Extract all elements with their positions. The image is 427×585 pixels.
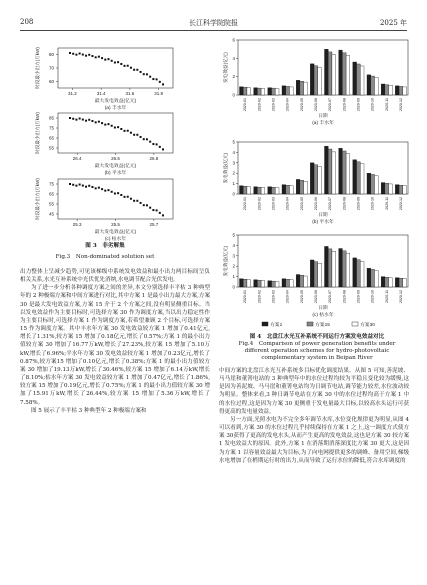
y-tick-label: 65 [48, 135, 54, 141]
benefit-bar [357, 64, 361, 95]
y-tick-label: 6 [232, 37, 235, 43]
benefit-bar [325, 49, 329, 95]
date-tick-label: 2020-12 [398, 290, 403, 304]
y-tick-label: 2 [232, 170, 235, 176]
y-tick-label: 55 [48, 145, 54, 151]
fig4-caption-en-3: complementary system in Beipan River [261, 355, 373, 361]
paragraph: 另一方面,光照水电为不完全多年调节水库,水位变化规律更为明显,从图 4 可以看到,方案 30 的水位过程几乎持续保持在方案 1 之上,这一调度方式使方案 30获得了更高的发电水头,从而产生更高的发电效益,这也是方案 30 较方案 1 发电效益大的原因。此外,方案 1 在消落期消落深度比方案 30 更大,这是因为方案 1 以容量效益最大为目标,为了向电网提供更多的调峰、备用空间,梯级水电增加了在梢期运行时的出力,从而导致了运行水位的降低,符合水库调度的 [219, 416, 409, 464]
y-tick-label: 4 [232, 55, 235, 61]
benefit-bar [385, 183, 389, 194]
benefit-bar [310, 260, 314, 287]
benefit-bar [247, 88, 251, 95]
date-tick-label: 2020-11 [384, 290, 389, 303]
benefit-bar [399, 86, 403, 95]
date-tick-label: 2020-08 [342, 98, 347, 112]
year: 2025 年 [379, 19, 407, 27]
benefit-bar [289, 280, 293, 287]
benefit-bar [240, 87, 244, 95]
y-tick-label: 80 [48, 52, 54, 58]
date-tick-label: 2020-12 [398, 197, 403, 211]
benefit-bar [296, 80, 300, 95]
date-tick-label: 2020-05 [299, 290, 304, 304]
y-tick-label: 55 [48, 201, 54, 207]
y-tick-label: 75 [48, 181, 54, 187]
benefit-bar [304, 181, 308, 194]
y-tick-label: 3 [232, 253, 235, 259]
benefit-bar [360, 164, 364, 194]
benefit-bar [300, 180, 304, 194]
benefit-bar [275, 89, 279, 95]
benefit-bar [374, 271, 378, 287]
y-tick-label: 4 [232, 242, 235, 248]
benefit-bar [328, 249, 332, 287]
benefit-bar [268, 187, 272, 194]
y-tick-label: 45 [48, 211, 54, 217]
benefit-bar [243, 279, 247, 287]
benefit-bar [304, 82, 308, 95]
benefit-bar [381, 84, 385, 95]
fig4-caption [222, 334, 412, 362]
y-tick-label: 75 [48, 125, 54, 131]
benefit-bar [342, 53, 346, 95]
date-tick-label: 2020-07 [328, 98, 333, 112]
benefit-bar [286, 279, 290, 287]
date-tick-label: 2020-05 [299, 98, 304, 112]
date-tick-label: 2020-01 [243, 290, 248, 304]
benefit-bar [371, 269, 375, 287]
benefit-bar [353, 62, 357, 95]
date-tick-label: 2020-06 [313, 197, 318, 211]
benefit-bar [289, 186, 293, 194]
benefit-bar [257, 187, 261, 194]
x-tick-label: 26.8 [149, 156, 159, 161]
y-axis-label: 发电效益(亿元) [223, 52, 228, 83]
date-tick-label: 2020-01 [243, 196, 248, 211]
benefit-bar [247, 187, 251, 194]
benefit-bar [286, 86, 290, 95]
benefit-bar [325, 246, 329, 287]
y-axis-label: 时段最小出力(万kW) [35, 112, 40, 154]
date-tick-label: 2020-10 [370, 98, 375, 112]
benefit-bar [314, 262, 318, 287]
fig4-caption-en-2: different operation schemes for hydro-photovoltaic [244, 348, 390, 354]
benefit-bar [367, 268, 371, 287]
y-tick-label: 1 [232, 181, 235, 187]
date-tick-label: 2020-03 [271, 290, 276, 304]
benefit-bar [272, 187, 276, 194]
benefit-bar [360, 66, 364, 95]
benefit-bar [282, 86, 286, 95]
paragraph: 为了进一步分析各种调度方案之间的差异,本文分别选择丰平枯 3 种典型年的 2 种极端方案和中间方案进行对比,其中方案 1 是最小出力最大方案,方案 30 是最大发电效益方案,方案 15 介于 2 个方案之间,没有明显侧重目标。当以发电效益作为主要目标时,可选择方案 30 作为调度方案,当以出力稳定性作为主要目标时,可选择方案 1 作为调度方案,若希望兼顾 2 个目标,可选择方案 15 作为调度方案。其中丰水年方案 30 发电效益较方案 1 增加了0.41亿元,增长了1.31%,较方案 15 增加了0.18亿元,增长了0.57%;方案 1 的最小出力值较方案 30 增加了16.77万kW,增长了27.23%,较方案 15 增加了5.10万kW,增长了6.96%;平水年方案 30 发电效益较方案 1 增加了0.23亿元,增长了0.87%,较方案15 增加了0.10亿元,增长了0.38%;方案 1 的最小出力值较方案 30 增加了19.13万kW,增长了30.46%,较方案 15 增加了6.14万kW,增长了8.10%;枯水年方案 30 发电效益较方案 1 增加了0.47亿元,增长了1.86%,较方案 15 增加了0.19亿元,增长了0.75%;方案 1 的最小出力值较方案 30 增加了15.91万kW,增长了26.44%,较方案 15 增加了5.36万kW,增长了7.58%。 [20, 285, 210, 406]
legend-swatch [352, 322, 358, 326]
benefit-bar [300, 275, 304, 287]
benefit-bar [346, 154, 350, 194]
benefit-bar [403, 279, 407, 287]
benefit-bar [272, 281, 276, 287]
benefit-bar [389, 85, 393, 95]
benefit-bar [399, 278, 403, 287]
benefit-bar [296, 179, 300, 194]
x-axis-label: 日期 [318, 212, 328, 217]
benefit-bar [395, 86, 399, 95]
benefit-bar [318, 68, 322, 95]
legend-label: 方案15 [315, 322, 330, 328]
benefit-bar [328, 52, 332, 95]
fig3-caption-cn: 图 3 非劣解集 [85, 243, 125, 249]
benefit-bar [371, 76, 375, 95]
x-axis-label: 最大发电效益(亿元) [94, 230, 137, 235]
benefit-bar [275, 188, 279, 194]
benefit-bar [243, 87, 247, 95]
date-tick-label: 2020-03 [271, 98, 276, 112]
x-axis-label: 最大发电效益(亿元) [94, 164, 137, 169]
panel-label: (a) 丰水年 [104, 106, 127, 111]
benefit-bar [403, 186, 407, 194]
y-axis-label: 发电效益(亿元) [223, 152, 228, 184]
benefit-bar [275, 282, 279, 287]
y-axis-label: 时段最小出力(万kW) [35, 178, 40, 220]
legend-swatch [262, 322, 268, 326]
benefit-bar [310, 163, 314, 194]
benefit-bar [339, 148, 343, 194]
benefit-bar [254, 187, 258, 194]
benefit-bar [346, 253, 350, 287]
benefit-bar [310, 64, 314, 95]
benefit-bar [261, 89, 265, 95]
date-tick-label: 2020-08 [342, 197, 347, 211]
benefit-bar [304, 276, 308, 287]
benefit-bar [353, 160, 357, 194]
y-tick-label: 65 [48, 191, 54, 197]
date-tick-label: 2020-10 [370, 290, 375, 304]
benefit-bar [261, 188, 265, 194]
panel-label: (c) 枯水年 [104, 237, 127, 242]
benefit-bar [282, 185, 286, 194]
x-tick-label: 25.3 [72, 222, 82, 227]
fig4-caption-cn: 图 4 北盘江水光互补系统不同运行方案发电效益对比 [249, 334, 385, 340]
benefit-bar [286, 185, 290, 194]
y-tick-label: 2 [232, 263, 235, 269]
date-tick-label: 2020-01 [243, 97, 248, 112]
benefit-bar [342, 151, 346, 194]
x-tick-label: 31.2 [67, 91, 77, 96]
date-tick-label: 2020-04 [285, 98, 290, 112]
y-axis-label: 发电效益(亿元) [223, 245, 228, 277]
date-tick-label: 2020-05 [299, 197, 304, 211]
benefit-bar [385, 277, 389, 287]
panel-label: (c) 枯水年 [312, 313, 334, 318]
fig4-panels [222, 38, 408, 328]
benefit-bar [240, 279, 244, 287]
fig3-caption-en: Fig.3 Non-dominated solution set [55, 254, 155, 260]
x-tick-label: 31.8 [154, 91, 164, 96]
right-column-text [219, 367, 409, 465]
paragraph: 图 5 展示了丰平枯 3 种典型年 2 种极端方案和 [31, 407, 147, 414]
benefit-bar [395, 278, 399, 287]
date-tick-label: 2020-11 [384, 197, 389, 210]
legend-swatch [307, 322, 313, 326]
y-tick-label: 4 [232, 149, 235, 155]
date-tick-label: 2020-07 [328, 197, 333, 211]
benefit-bar [268, 88, 272, 95]
benefit-bar [360, 261, 364, 287]
panel-label: (b) 平水年 [312, 220, 334, 225]
benefit-bar [332, 251, 336, 287]
y-tick-label: 60 [48, 78, 54, 84]
benefit-bar [332, 152, 336, 194]
benefit-bar [374, 176, 378, 194]
panel-label: (b) 平水年 [104, 171, 127, 176]
benefit-bar [318, 263, 322, 287]
page-number: 208 [20, 18, 34, 26]
benefit-bar [261, 281, 265, 287]
date-tick-label: 2020-08 [342, 290, 347, 304]
y-tick-label: 2 [232, 74, 235, 80]
benefit-bar [272, 88, 276, 95]
date-tick-label: 2020-04 [285, 290, 290, 304]
date-tick-label: 2020-03 [271, 197, 276, 211]
date-tick-label: 2020-02 [257, 197, 262, 211]
benefit-bar [254, 280, 258, 287]
fig4-legend [262, 321, 375, 328]
benefit-bar [367, 173, 371, 194]
benefit-bar [381, 183, 385, 194]
benefit-bar [314, 66, 318, 95]
x-tick-label: 26.6 [111, 156, 120, 161]
benefit-bar [367, 75, 371, 95]
date-tick-label: 2020-04 [285, 197, 290, 211]
date-tick-label: 2020-09 [356, 197, 361, 211]
benefit-bar [389, 278, 393, 287]
y-axis-label: 时段最小出力(万kW) [35, 47, 40, 89]
benefit-bar [325, 146, 329, 194]
date-tick-label: 2020-11 [384, 98, 389, 111]
benefit-bar [395, 185, 399, 194]
x-axis-label: 最大发电效益(亿元) [94, 99, 137, 104]
benefit-bar [353, 258, 357, 287]
benefit-bar [240, 186, 244, 194]
benefit-bar [289, 87, 293, 95]
y-tick-label: 0 [232, 92, 235, 98]
benefit-bar [247, 280, 251, 287]
x-tick-label: 31.6 [125, 91, 135, 96]
journal-title: 长江科学院院报 [189, 19, 238, 27]
x-axis-label: 日期 [318, 113, 328, 118]
benefit-bar [381, 277, 385, 287]
benefit-bar [257, 280, 261, 287]
benefit-bar [399, 185, 403, 194]
date-tick-label: 2020-02 [257, 98, 262, 112]
date-tick-label: 2020-07 [328, 290, 333, 304]
benefit-bar [339, 50, 343, 95]
y-tick-label: 70 [48, 65, 54, 71]
x-tick-label: 26.4 [72, 156, 82, 161]
x-tick-label: 25.5 [111, 222, 120, 227]
benefit-bar [282, 279, 286, 287]
date-tick-label: 2020-10 [370, 197, 375, 211]
benefit-bar [403, 87, 407, 95]
x-tick-label: 31.4 [96, 91, 106, 96]
date-tick-label: 2020-02 [257, 290, 262, 304]
benefit-bar [342, 251, 346, 287]
benefit-bar [328, 149, 332, 194]
benefit-bar [389, 184, 393, 194]
benefit-bar [339, 249, 343, 287]
benefit-bar [314, 165, 318, 194]
date-tick-label: 2020-09 [356, 290, 361, 304]
date-tick-label: 2020-09 [356, 98, 361, 112]
fig4-caption-en-1: Fig.4 Comparison of power generation benefits under [238, 341, 396, 347]
y-tick-label: 85 [48, 115, 54, 121]
benefit-bar [357, 260, 361, 287]
y-tick-label: 5 [232, 139, 235, 145]
paragraph: 中间方案的北盘江水光互补系统多目标优化调度结果。从图 5 可知,善泥坡、马马崖和董箐电站的 3 种典型年中的水位过程均较为平稳且变化较为缓慢,这是因为善泥坡、马马崖和董箐电站均为日调节电站,调节能力较差,水位波动较为明显。整体来看,3 种日调节电站在方案 30 中的水位过程均高于方案 1 中的水位过程,这是因为方案 30 更侧重于发电量最大目标,以较高水头运行可获得更高的发电量效益。 [219, 368, 409, 415]
date-tick-label: 2020-06 [313, 290, 318, 304]
legend-label: 方案1 [270, 322, 283, 328]
y-tick-label: 3 [232, 160, 235, 166]
y-tick-label: 0 [232, 284, 235, 290]
date-tick-label: 2020-12 [398, 98, 403, 112]
benefit-bar [257, 88, 261, 95]
benefit-bar [346, 55, 350, 95]
benefit-bar [332, 55, 336, 95]
legend-label: 方案30 [360, 322, 375, 328]
benefit-bar [385, 85, 389, 95]
benefit-bar [254, 88, 258, 95]
y-tick-label: 0 [232, 191, 235, 197]
benefit-bar [371, 174, 375, 194]
benefit-bar [296, 275, 300, 287]
left-column-text [20, 268, 210, 415]
y-tick-label: 5 [232, 232, 235, 238]
benefit-bar [268, 281, 272, 287]
x-tick-label: 25.7 [149, 222, 159, 227]
benefit-bar [243, 186, 247, 194]
benefit-bar [357, 162, 361, 194]
panel-label: (a) 丰水年 [312, 121, 334, 126]
x-axis-label: 日期 [318, 305, 328, 310]
benefit-bar [318, 167, 322, 194]
paragraph: 出力整体上呈减少趋势,可见该梯级中系统发电效益和最小出力两目标间呈负相关关系,水光互补系统中光伏优先消纳,水电调节配合光伏发电。 [20, 269, 210, 284]
benefit-bar [300, 81, 304, 95]
date-tick-label: 2020-06 [313, 98, 318, 112]
y-tick-label: 1 [232, 274, 235, 280]
benefit-bar [374, 77, 378, 95]
